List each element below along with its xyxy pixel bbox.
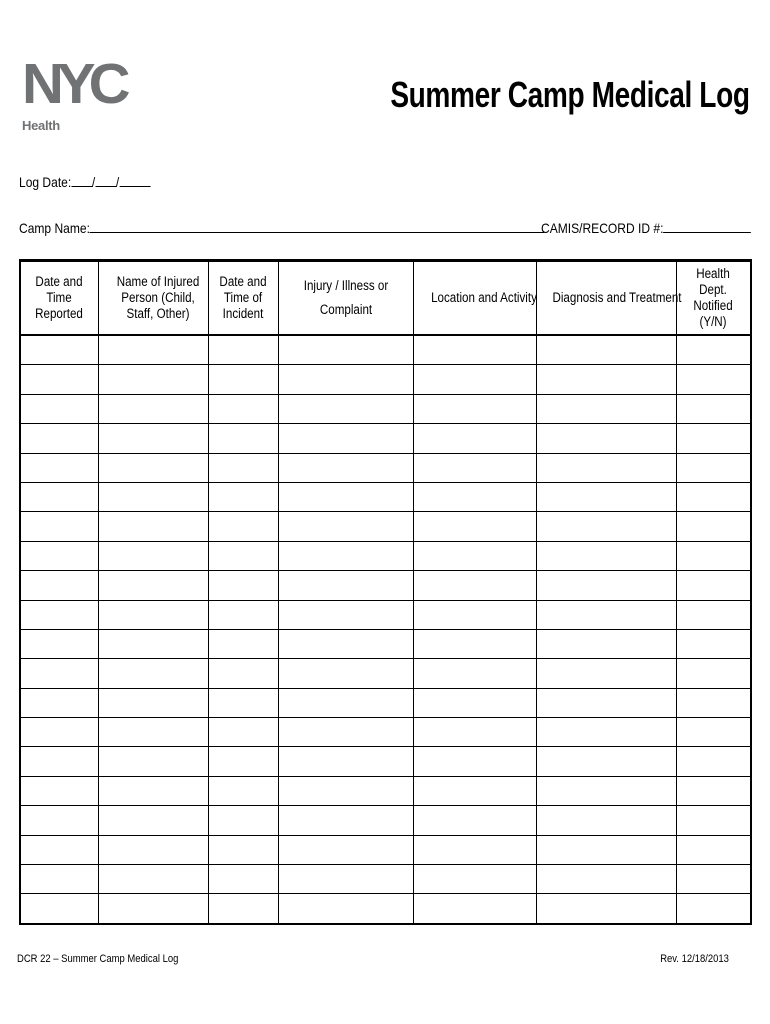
table-row: [20, 776, 751, 805]
table-cell[interactable]: [676, 335, 751, 365]
table-cell[interactable]: [278, 541, 413, 570]
table-cell[interactable]: [536, 365, 676, 394]
table-cell[interactable]: [208, 688, 278, 717]
table-cell[interactable]: [278, 424, 413, 453]
table-cell[interactable]: [98, 629, 208, 658]
table-cell[interactable]: [676, 776, 751, 805]
table-cell[interactable]: [208, 894, 278, 924]
table-cell[interactable]: [20, 365, 98, 394]
table-cell[interactable]: [536, 571, 676, 600]
table-cell[interactable]: [98, 541, 208, 570]
footer-revision: Rev. 12/18/2013: [660, 953, 729, 965]
table-cell[interactable]: [676, 482, 751, 511]
table-cell[interactable]: [98, 688, 208, 717]
table-cell[interactable]: [208, 482, 278, 511]
table-cell[interactable]: [413, 365, 536, 394]
table-row: [20, 894, 751, 924]
table-cell[interactable]: [208, 453, 278, 482]
table-row: [20, 394, 751, 423]
table-row: [20, 571, 751, 600]
table-cell[interactable]: [98, 659, 208, 688]
table-cell[interactable]: [536, 776, 676, 805]
table-cell[interactable]: [208, 541, 278, 570]
table-cell[interactable]: [413, 629, 536, 658]
column-header-injured-person: Name of Injured Person (Child, Staff, Other): [98, 261, 208, 336]
table-cell[interactable]: [278, 776, 413, 805]
table-row: [20, 424, 751, 453]
log-date-day-blank[interactable]: [95, 172, 116, 187]
camp-name-field: [19, 218, 545, 236]
table-cell[interactable]: [208, 865, 278, 894]
table-cell[interactable]: [413, 865, 536, 894]
table-row: [20, 365, 751, 394]
table-cell[interactable]: [536, 541, 676, 570]
table-cell[interactable]: [278, 835, 413, 864]
table-cell[interactable]: [536, 894, 676, 924]
table-cell[interactable]: [676, 541, 751, 570]
table-cell[interactable]: [98, 335, 208, 365]
table-cell[interactable]: [413, 424, 536, 453]
log-date-month-blank[interactable]: [71, 172, 92, 187]
table-cell[interactable]: [98, 747, 208, 776]
table-cell[interactable]: [536, 806, 676, 835]
table-cell[interactable]: [413, 453, 536, 482]
table-row: [20, 453, 751, 482]
table-cell[interactable]: [20, 541, 98, 570]
table-cell[interactable]: [208, 747, 278, 776]
table-cell[interactable]: [20, 482, 98, 511]
table-cell[interactable]: [278, 512, 413, 541]
table-cell[interactable]: [98, 776, 208, 805]
table-cell[interactable]: [98, 894, 208, 924]
table-cell[interactable]: [98, 365, 208, 394]
camis-label: CAMIS/RECORD ID #:: [541, 220, 664, 236]
table-cell[interactable]: [20, 747, 98, 776]
table-cell[interactable]: [413, 894, 536, 924]
table-row: [20, 600, 751, 629]
table-cell[interactable]: [20, 394, 98, 423]
table-cell[interactable]: [413, 776, 536, 805]
table-cell[interactable]: [98, 835, 208, 864]
log-date-label: Log Date:: [19, 174, 72, 190]
column-header-date-time-incident: Date and Time of Incident: [208, 261, 278, 336]
table-cell[interactable]: [536, 600, 676, 629]
table-row: [20, 865, 751, 894]
table-cell[interactable]: [413, 688, 536, 717]
table-cell[interactable]: [208, 629, 278, 658]
table-cell[interactable]: [413, 512, 536, 541]
footer-form-id: DCR 22 – Summer Camp Medical Log: [17, 953, 179, 965]
table-cell[interactable]: [536, 718, 676, 747]
table-cell[interactable]: [676, 453, 751, 482]
table-cell[interactable]: [208, 512, 278, 541]
table-row: [20, 688, 751, 717]
table-row: [20, 512, 751, 541]
table-cell[interactable]: [278, 482, 413, 511]
table-cell[interactable]: [20, 453, 98, 482]
table-cell[interactable]: [208, 718, 278, 747]
column-header-health-dept-notified: Health Dept. Notified (Y/N): [676, 261, 751, 336]
table-cell[interactable]: [278, 335, 413, 365]
table-cell[interactable]: [20, 776, 98, 805]
table-cell[interactable]: [536, 629, 676, 658]
column-header-diagnosis-treatment: Diagnosis and Treatment: [536, 261, 676, 336]
table-cell[interactable]: [536, 453, 676, 482]
table-cell[interactable]: [278, 629, 413, 658]
table-cell[interactable]: [676, 835, 751, 864]
table-cell[interactable]: [20, 600, 98, 629]
table-cell[interactable]: [98, 394, 208, 423]
table-cell[interactable]: [536, 747, 676, 776]
camis-field: [541, 218, 751, 236]
table-cell[interactable]: [676, 659, 751, 688]
table-row: [20, 629, 751, 658]
table-cell[interactable]: [208, 394, 278, 423]
table-cell[interactable]: [98, 424, 208, 453]
table-cell[interactable]: [98, 571, 208, 600]
table-cell[interactable]: [536, 424, 676, 453]
table-cell[interactable]: [676, 512, 751, 541]
table-cell[interactable]: [278, 894, 413, 924]
table-cell[interactable]: [278, 747, 413, 776]
table-cell[interactable]: [20, 629, 98, 658]
table-cell[interactable]: [208, 806, 278, 835]
table-cell[interactable]: [20, 659, 98, 688]
table-cell[interactable]: [413, 600, 536, 629]
table-cell[interactable]: [278, 365, 413, 394]
table-cell[interactable]: [278, 394, 413, 423]
table-cell[interactable]: [413, 541, 536, 570]
table-cell[interactable]: [20, 835, 98, 864]
page-title: Summer Camp Medical Log: [390, 74, 750, 115]
logo-subtitle: Health: [22, 118, 60, 133]
table-cell[interactable]: [676, 365, 751, 394]
table-header-row: [20, 261, 751, 336]
table-cell[interactable]: [676, 865, 751, 894]
table-cell[interactable]: [98, 718, 208, 747]
table-cell[interactable]: [413, 747, 536, 776]
medical-log-table: [19, 259, 752, 925]
table-cell[interactable]: [208, 776, 278, 805]
table-row: [20, 747, 751, 776]
log-date-separator: /: [91, 174, 96, 190]
logo-mark: NYC: [22, 52, 124, 116]
table-cell[interactable]: [676, 688, 751, 717]
table-cell[interactable]: [413, 571, 536, 600]
table-cell[interactable]: [413, 806, 536, 835]
table-cell[interactable]: [413, 394, 536, 423]
table-cell[interactable]: [208, 835, 278, 864]
camp-name-blank[interactable]: [90, 218, 545, 233]
table-row: [20, 659, 751, 688]
log-date-year-blank[interactable]: [119, 172, 150, 187]
table-cell[interactable]: [676, 806, 751, 835]
column-header-injury-illness: Injury / Illness or Complaint: [278, 261, 413, 336]
table-cell[interactable]: [278, 718, 413, 747]
table-cell[interactable]: [278, 806, 413, 835]
column-header-date-time-reported: Date and Time Reported: [20, 261, 98, 336]
table-cell[interactable]: [676, 629, 751, 658]
table-cell[interactable]: [20, 894, 98, 924]
table-row: [20, 806, 751, 835]
table-cell[interactable]: [536, 835, 676, 864]
table-row: [20, 482, 751, 511]
table-cell[interactable]: [98, 865, 208, 894]
table-cell[interactable]: [413, 659, 536, 688]
table-cell[interactable]: [20, 718, 98, 747]
table-cell[interactable]: [278, 571, 413, 600]
log-date-separator: /: [115, 174, 120, 190]
table-cell[interactable]: [536, 512, 676, 541]
table-cell[interactable]: [536, 394, 676, 423]
table-cell[interactable]: [20, 571, 98, 600]
table-cell[interactable]: [676, 718, 751, 747]
table-cell[interactable]: [676, 424, 751, 453]
table-cell[interactable]: [676, 600, 751, 629]
table-cell[interactable]: [98, 600, 208, 629]
camis-blank[interactable]: [663, 218, 751, 233]
table-cell[interactable]: [536, 335, 676, 365]
table-cell[interactable]: [676, 747, 751, 776]
camp-name-label: Camp Name:: [19, 220, 90, 236]
table-cell[interactable]: [208, 424, 278, 453]
table-row: [20, 335, 751, 365]
table-cell[interactable]: [20, 688, 98, 717]
table-cell[interactable]: [208, 600, 278, 629]
table-cell[interactable]: [278, 600, 413, 629]
table-cell[interactable]: [413, 835, 536, 864]
table-cell[interactable]: [208, 571, 278, 600]
table-cell[interactable]: [536, 865, 676, 894]
table-cell[interactable]: [278, 659, 413, 688]
table-cell[interactable]: [20, 865, 98, 894]
table-row: [20, 718, 751, 747]
table-cell[interactable]: [98, 482, 208, 511]
table-cell[interactable]: [536, 688, 676, 717]
table-cell[interactable]: [278, 688, 413, 717]
table-cell[interactable]: [676, 394, 751, 423]
log-date-field: [19, 172, 150, 190]
table-cell[interactable]: [536, 659, 676, 688]
table-cell[interactable]: [208, 365, 278, 394]
table-cell[interactable]: [208, 335, 278, 365]
table-cell[interactable]: [676, 571, 751, 600]
table-cell[interactable]: [98, 453, 208, 482]
table-cell[interactable]: [676, 894, 751, 924]
table-cell[interactable]: [536, 482, 676, 511]
table-cell[interactable]: [413, 718, 536, 747]
table-cell[interactable]: [413, 482, 536, 511]
column-header-location-activity: Location and Activity: [413, 261, 536, 336]
table-cell[interactable]: [20, 512, 98, 541]
table-cell[interactable]: [20, 424, 98, 453]
table-cell[interactable]: [20, 806, 98, 835]
table-cell[interactable]: [413, 335, 536, 365]
table-cell[interactable]: [208, 659, 278, 688]
table-cell[interactable]: [278, 453, 413, 482]
nyc-health-logo: [22, 52, 124, 136]
table-cell[interactable]: [20, 335, 98, 365]
table-cell[interactable]: [98, 512, 208, 541]
table-row: [20, 835, 751, 864]
table-row: [20, 541, 751, 570]
table-cell[interactable]: [278, 865, 413, 894]
table-cell[interactable]: [98, 806, 208, 835]
